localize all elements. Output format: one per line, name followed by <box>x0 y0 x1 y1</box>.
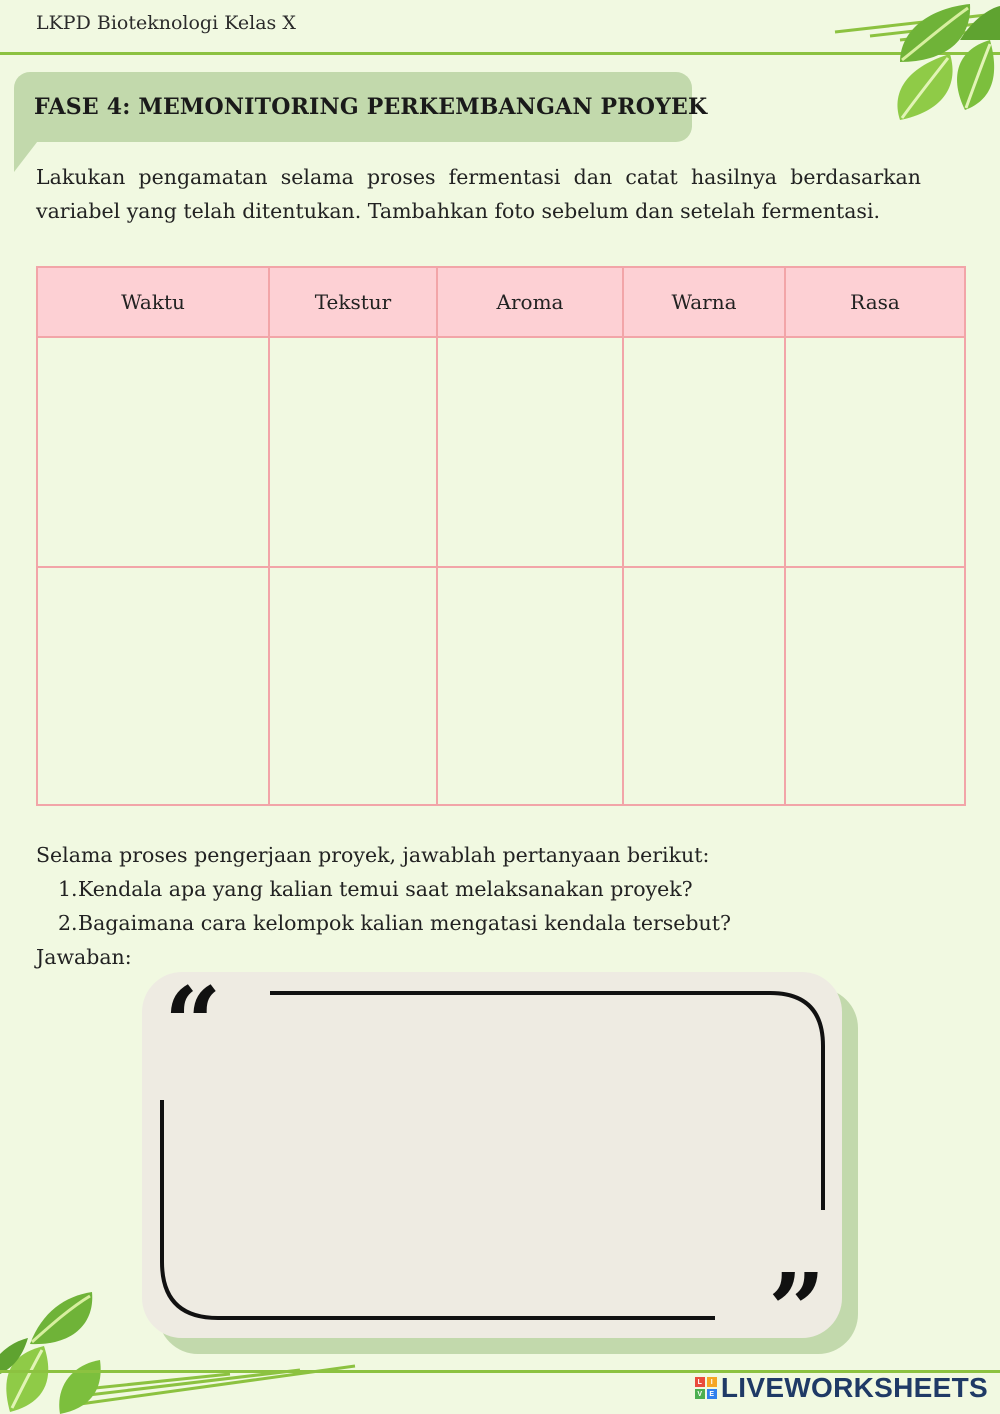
logo-letter: L <box>695 1377 705 1387</box>
header-rasa: Rasa <box>785 267 965 337</box>
table-cell-tekstur[interactable] <box>269 567 437 805</box>
logo-letter: I <box>707 1377 717 1387</box>
header-tekstur: Tekstur <box>269 267 437 337</box>
table-cell-rasa[interactable] <box>785 567 965 805</box>
questions-intro: Selama proses pengerjaan proyek, jawablah pertanyaan berikut: <box>36 843 710 867</box>
logo-letter: V <box>695 1389 705 1399</box>
table-header-row <box>37 267 965 337</box>
header-aroma: Aroma <box>437 267 623 337</box>
quote-open-icon: “ <box>164 965 222 1083</box>
observation-table <box>36 266 966 806</box>
logo-letter: E <box>707 1389 717 1399</box>
header-warna: Warna <box>623 267 785 337</box>
table-cell-aroma[interactable] <box>437 567 623 805</box>
table-cell-warna[interactable] <box>623 567 785 805</box>
page-header-title: LKPD Bioteknologi Kelas X <box>36 12 296 34</box>
answer-label: Jawaban: <box>36 945 132 969</box>
liveworksheets-logo <box>695 1372 988 1404</box>
question-text: Bagaimana cara kelompok kalian mengatasi kendala tersebut? <box>78 911 731 935</box>
table-cell-tekstur[interactable] <box>269 337 437 567</box>
table-row <box>37 567 965 805</box>
header-waktu: Waktu <box>37 267 269 337</box>
quote-close-icon: ” <box>768 1251 826 1369</box>
table-row <box>37 337 965 567</box>
questions-section <box>36 838 936 974</box>
phase-title: FASE 4: MEMONITORING PERKEMBANGAN PROYEK <box>34 94 708 120</box>
table-cell-aroma[interactable] <box>437 337 623 567</box>
table-cell-waktu[interactable] <box>37 567 269 805</box>
brand-name: LIVEWORKSHEETS <box>720 1372 988 1403</box>
question-item <box>36 872 936 906</box>
instructions-text: Lakukan pengamatan selama proses fermentasi dan catat hasilnya berdasarkan variabel yang telah ditentukan. Tambahkan foto sebelum dan setelah fermentasi. <box>36 165 921 223</box>
question-number: 1. <box>58 877 78 901</box>
question-text: Kendala apa yang kalian temui saat melaksanakan proyek? <box>78 877 693 901</box>
table-cell-warna[interactable] <box>623 337 785 567</box>
question-item <box>36 906 936 940</box>
liveworksheets-logo-icon <box>695 1377 717 1399</box>
table-cell-waktu[interactable] <box>37 337 269 567</box>
table-cell-rasa[interactable] <box>785 337 965 567</box>
leaves-decoration-bottom-icon <box>0 1284 360 1414</box>
question-number: 2. <box>58 911 78 935</box>
